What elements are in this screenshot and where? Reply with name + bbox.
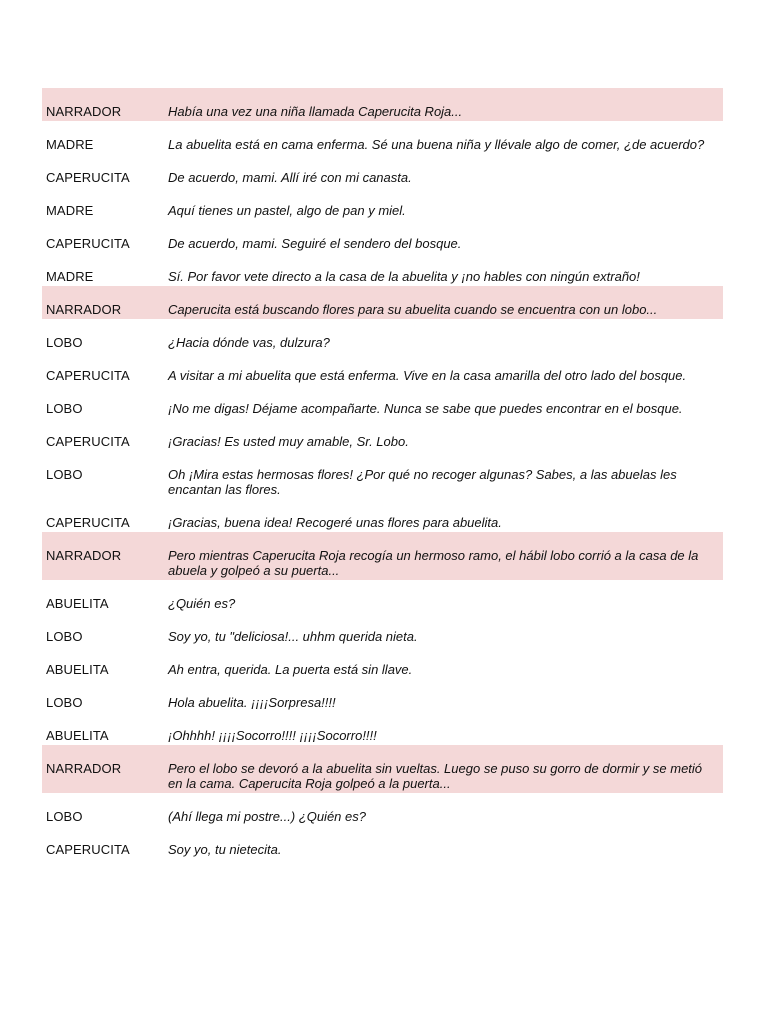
speaker-name: ABUELITA <box>46 662 109 677</box>
dialogue-line: Sí. Por favor vete directo a la casa de la abuelita y ¡no hables con ningún extraño! <box>168 269 640 284</box>
script-row <box>42 385 723 418</box>
speaker-name: LOBO <box>46 809 83 824</box>
script-row <box>42 646 723 679</box>
dialogue-line: Había una vez una niña llamada Caperucita Roja... <box>168 104 463 119</box>
dialogue-line: Pero mientras Caperucita Roja recogía un hermoso ramo, el hábil lobo corrió a la casa de la abuela y golpeó a su puerta... <box>168 548 699 578</box>
speaker-name: NARRADOR <box>46 104 122 119</box>
script-row <box>42 253 723 286</box>
speaker-name: CAPERUCITA <box>46 236 130 251</box>
dialogue-line: Hola abuelita. ¡¡¡¡Sorpresa!!!! <box>168 695 336 710</box>
speaker-name: NARRADOR <box>46 548 122 563</box>
script-row <box>42 826 723 859</box>
speaker-name: ABUELITA <box>46 728 109 743</box>
script-row <box>42 679 723 712</box>
script-row <box>42 712 723 745</box>
script-row <box>42 418 723 451</box>
script-table <box>42 88 723 859</box>
script-row <box>42 451 723 499</box>
script-row <box>42 88 723 121</box>
speaker-name: CAPERUCITA <box>46 842 130 857</box>
script-row <box>42 220 723 253</box>
dialogue-line: La abuelita está en cama enferma. Sé una buena niña y llévale algo de comer, ¿de acuerdo? <box>168 137 705 152</box>
dialogue-line: ¡Ohhhh! ¡¡¡¡Socorro!!!! ¡¡¡¡Socorro!!!! <box>168 728 377 743</box>
script-row <box>42 532 723 580</box>
script-row <box>42 187 723 220</box>
dialogue-line: Oh ¡Mira estas hermosas flores! ¿Por qué no recoger algunas? Sabes, a las abuelas les encantan las flores. <box>168 467 677 497</box>
dialogue-line: Pero el lobo se devoró a la abuelita sin vueltas. Luego se puso su gorro de dormir y se metió en la cama. Caperucita Roja golpeó a la puerta... <box>168 761 703 791</box>
speaker-name: CAPERUCITA <box>46 170 130 185</box>
speaker-name: MADRE <box>46 137 94 152</box>
dialogue-line: A visitar a mi abuelita que está enferma. Vive en la casa amarilla del otro lado del bosque. <box>168 368 687 383</box>
dialogue-line: De acuerdo, mami. Seguiré el sendero del bosque. <box>168 236 462 251</box>
script-row <box>42 121 723 154</box>
script-row <box>42 319 723 352</box>
speaker-name: ABUELITA <box>46 596 109 611</box>
speaker-name: LOBO <box>46 629 83 644</box>
dialogue-line: ¿Quién es? <box>168 596 236 611</box>
speaker-name: LOBO <box>46 401 83 416</box>
speaker-name: NARRADOR <box>46 761 122 776</box>
script-row <box>42 745 723 793</box>
script-row <box>42 793 723 826</box>
speaker-name: NARRADOR <box>46 302 122 317</box>
speaker-name: LOBO <box>46 467 83 482</box>
speaker-name: MADRE <box>46 203 94 218</box>
script-row <box>42 613 723 646</box>
dialogue-line: ¡Gracias! Es usted muy amable, Sr. Lobo. <box>168 434 409 449</box>
speaker-name: CAPERUCITA <box>46 515 130 530</box>
dialogue-line: ¡Gracias, buena idea! Recogeré unas flores para abuelita. <box>168 515 502 530</box>
dialogue-line: (Ahí llega mi postre...) ¿Quién es? <box>168 809 366 824</box>
dialogue-line: ¿Hacia dónde vas, dulzura? <box>168 335 330 350</box>
dialogue-line: Soy yo, tu nietecita. <box>168 842 282 857</box>
script-row <box>42 580 723 613</box>
script-row <box>42 154 723 187</box>
speaker-name: CAPERUCITA <box>46 434 130 449</box>
speaker-name: LOBO <box>46 335 83 350</box>
speaker-name: LOBO <box>46 695 83 710</box>
dialogue-line: De acuerdo, mami. Allí iré con mi canasta. <box>168 170 412 185</box>
dialogue-line: ¡No me digas! Déjame acompañarte. Nunca se sabe que puedes encontrar en el bosque. <box>168 401 683 416</box>
script-row <box>42 352 723 385</box>
speaker-name: MADRE <box>46 269 94 284</box>
speaker-name: CAPERUCITA <box>46 368 130 383</box>
dialogue-line: Aquí tienes un pastel, algo de pan y miel. <box>168 203 406 218</box>
dialogue-line: Ah entra, querida. La puerta está sin llave. <box>168 662 413 677</box>
dialogue-line: Caperucita está buscando flores para su abuelita cuando se encuentra con un lobo... <box>168 302 658 317</box>
dialogue-line: Soy yo, tu "deliciosa!... uhhm querida nieta. <box>168 629 418 644</box>
script-row <box>42 286 723 319</box>
script-row <box>42 499 723 532</box>
